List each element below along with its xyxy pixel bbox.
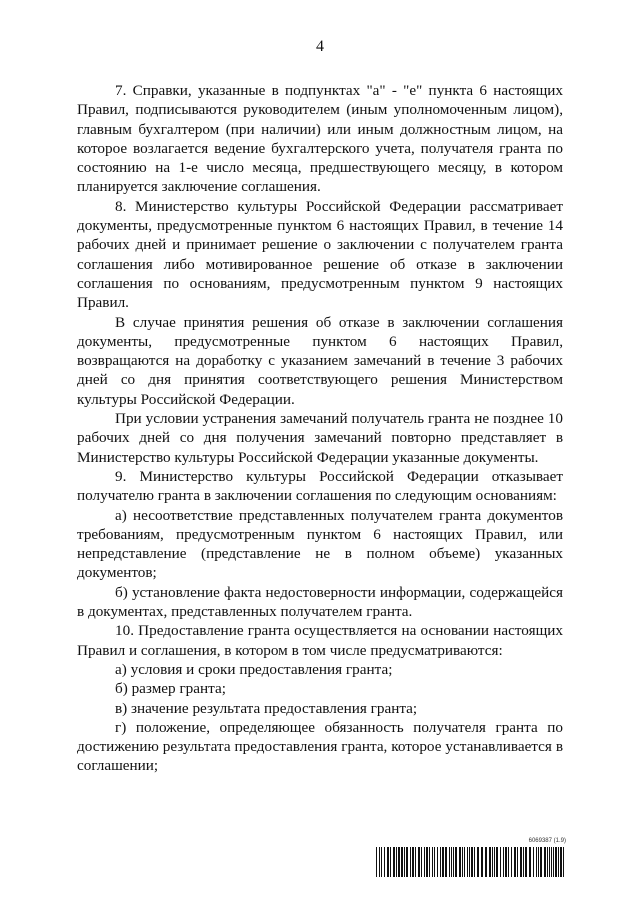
paragraph-8-refusal: В случае принятия решения об отказе в заключении соглашения документы, предусмотренные пунктом 6 настоящих Правил, возвращаются на доработку с указанием замечаний в течение 3 рабочих дней со дня принятия соответствующего решения Министерством культуры Российской Федерации. xyxy=(77,313,563,408)
paragraph-9: 9. Министерство культуры Российской Федерации отказывает получателю гранта в заключении соглашения по следующим основаниям: xyxy=(77,467,563,505)
barcode-icon xyxy=(376,847,566,877)
paragraph-9-b: б) установление факта недостоверности информации, содержащейся в документах, представленных получателем гранта. xyxy=(77,583,563,621)
paragraph-7: 7. Справки, указанные в подпунктах "а" - "е" пункта 6 настоящих Правил, подписываются руководителем (иным уполномоченным лицом), главным бухгалтером (при наличии) или иным должностным лицом, на которое возлагается ведение бухгалтерского учета, получателя гранта по состоянию на 1-е число месяца, предшествующего месяцу, в котором планируется заключение соглашения. xyxy=(77,82,563,196)
paragraph-10-a: а) условия и сроки предоставления гранта; xyxy=(115,660,393,678)
barcode-caption: 6069387 (1.9) xyxy=(528,838,566,844)
page-number: 4 xyxy=(316,38,324,55)
paragraph-8-resubmission: При условии устранения замечаний получатель гранта не позднее 10 рабочих дней со дня получения замечаний повторно представляет в Министерство культуры Российской Федерации указанные документы. xyxy=(77,410,563,466)
footer-barcode-block xyxy=(376,838,566,878)
paragraph-10-d: г) положение, определяющее обязанность получателя гранта по достижению результата предоставления гранта, которое устанавливается в соглашении; xyxy=(77,718,563,775)
paragraph-8: 8. Министерство культуры Российской Федерации рассматривает документы, предусмотренные пунктом 6 настоящих Правил, в течение 14 рабочих дней и принимает решение о заключении с получателем гранта соглашения либо мотивированное решение об отказе в заключении соглашения по основаниям, предусмотренным пунктом 9 настоящих Правил. xyxy=(77,197,563,312)
paragraph-9-a: а) несоответствие представленных получателем гранта документов требованиям, предусмотренным пунктом 6 настоящих Правил, или непредставление (представление не в полном объеме) указанных документов; xyxy=(77,506,563,582)
paragraph-10-c: в) значение результата предоставления гранта; xyxy=(115,699,418,717)
paragraph-10: 10. Предоставление гранта осуществляется на основании настоящих Правил и соглашения, в котором в том числе предусматриваются: xyxy=(77,622,563,659)
paragraph-10-b: б) размер гранта; xyxy=(115,680,226,698)
document-body xyxy=(77,81,563,776)
